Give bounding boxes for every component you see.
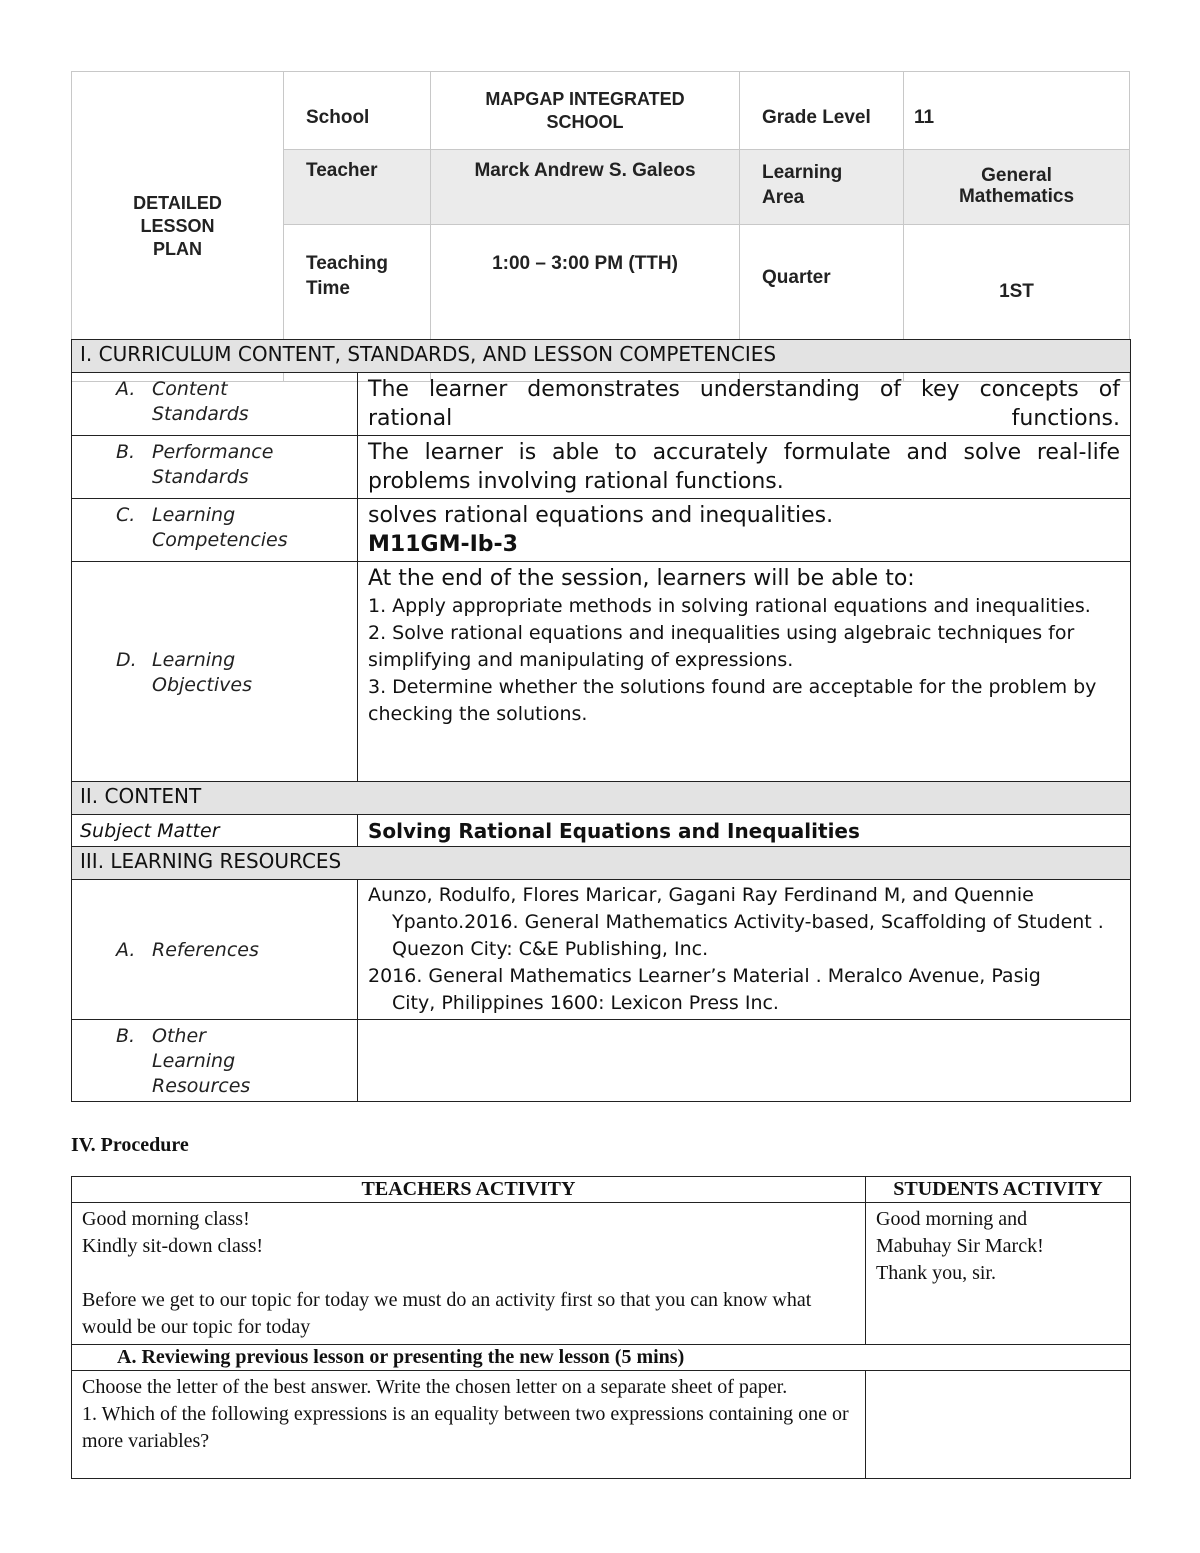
competency-code: M11GM-Ib-3 <box>368 532 518 557</box>
curriculum-section-title: I. CURRICULUM CONTENT, STANDARDS, AND LESSON COMPETENCIES <box>72 340 1131 373</box>
student-activity-cell: Good morning and Mabuhay Sir Marck! Thank you, sir. <box>866 1203 1131 1345</box>
objective-item: 3. Determine whether the solutions found are acceptable for the problem by checking the solutions. <box>368 676 1097 725</box>
section-a-student-cell <box>866 1371 1131 1479</box>
quarter-label: Quarter <box>740 225 904 382</box>
students-activity-header: STUDENTS ACTIVITY <box>866 1177 1131 1203</box>
references-value <box>358 880 1131 1020</box>
reference-item: Aunzo, Rodulfo, Flores Maricar, Gagani Ray Ferdinand M, and Quennie Ypanto.2016. General Mathematics Activity-based, Scaffolding of Student . Quezon City: C&E Publishing, Inc. <box>368 884 1104 960</box>
objective-item: 1. Apply appropriate methods in solving rational equations and inequalities. <box>368 595 1091 617</box>
doc-title: DETAILED LESSON PLAN <box>72 72 284 382</box>
area-label: Learning Area <box>740 150 904 225</box>
objectives-value <box>358 562 1131 782</box>
subject-matter-value: Solving Rational Equations and Inequalities <box>358 815 1131 847</box>
objective-item: simplifying and manipulating of expressions. <box>368 649 794 671</box>
other-resources-label: B. Other Learning Resources <box>72 1020 358 1102</box>
resources-section-title: III. LEARNING RESOURCES <box>72 847 1131 880</box>
other-resources-value <box>358 1020 1131 1102</box>
objectives-label: D. Learning Objectives <box>72 562 358 782</box>
references-label: A. References <box>72 880 358 1020</box>
content-standards-label: A. Content Standards <box>72 373 358 436</box>
performance-standards-label: B. Performance Standards <box>72 436 358 499</box>
time-label: Teaching Time <box>284 225 431 382</box>
curriculum-table <box>71 339 1131 1102</box>
reference-item: 2016. General Mathematics Learner’s Material . Meralco Avenue, Pasig City, Philippines 1600: Lexicon Press Inc. <box>368 965 1041 1014</box>
grade-value: 11 <box>904 72 1130 150</box>
content-standards-value: The learner demonstrates understanding of key concepts of rational functions. <box>358 373 1131 436</box>
quarter-value: 1ST <box>904 225 1130 382</box>
time-value: 1:00 – 3:00 PM (TTH) <box>431 225 740 382</box>
teacher-label: Teacher <box>284 150 431 225</box>
school-value: MAPGAP INTEGRATED SCHOOL <box>431 72 740 150</box>
lesson-header-table <box>71 71 1130 382</box>
content-section-title: II. CONTENT <box>72 782 1131 815</box>
performance-standards-value: The learner is able to accurately formulate and solve real-life problems involving rational functions. <box>358 436 1131 499</box>
procedure-title: IV. Procedure <box>71 1134 189 1156</box>
competencies-label: C. Learning Competencies <box>72 499 358 562</box>
objectives-intro: At the end of the session, learners will be able to: <box>368 566 915 591</box>
teacher-activity-cell: Good morning class! Kindly sit-down class! Before we get to our topic for today we must do an activity first so that you can know what would be our topic for today <box>72 1203 866 1345</box>
section-a-heading: A. Reviewing previous lesson or presenting the new lesson (5 mins) <box>72 1345 1131 1371</box>
grade-label: Grade Level <box>740 72 904 150</box>
objective-item: 2. Solve rational equations and inequalities using algebraic techniques for <box>368 622 1075 644</box>
competencies-value: solves rational equations and inequalities. M11GM-Ib-3 <box>358 499 1131 562</box>
teachers-activity-header: TEACHERS ACTIVITY <box>72 1177 866 1203</box>
subject-matter-label: Subject Matter <box>72 815 358 847</box>
section-a-teacher-cell: Choose the letter of the best answer. Write the chosen letter on a separate sheet of paper. 1. Which of the following expressions is an equality between two expressions containing one or more variables? <box>72 1371 866 1479</box>
procedure-table <box>71 1176 1131 1479</box>
teacher-value: Marck Andrew S. Galeos <box>431 150 740 225</box>
school-label: School <box>284 72 431 150</box>
area-value: General Mathematics <box>904 150 1130 225</box>
